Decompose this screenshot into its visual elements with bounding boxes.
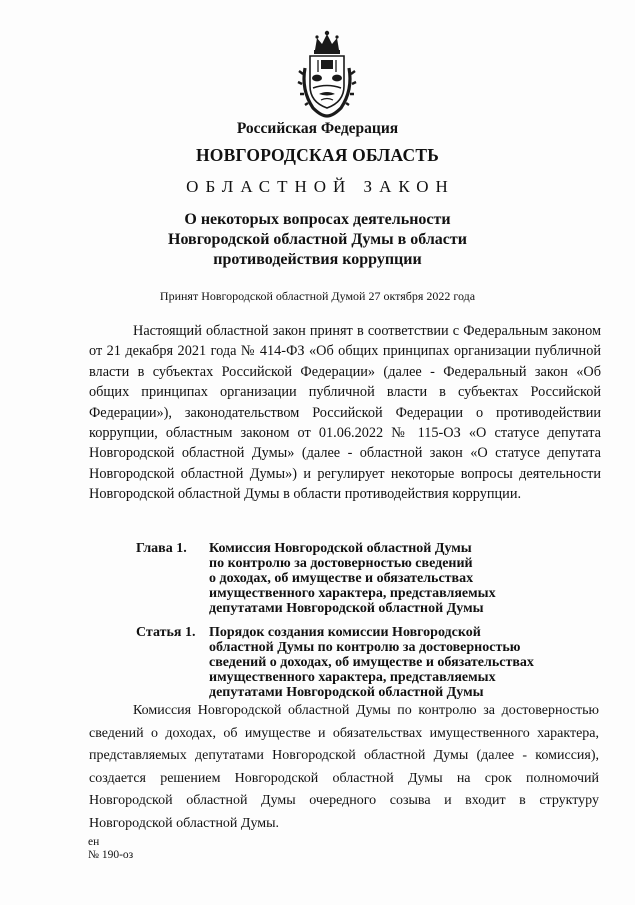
chapter-title [209,541,579,616]
region-name: НОВГОРОДСКАЯ ОБЛАСТЬ [196,145,439,165]
article-title-line: Порядок создания комиссии Новгородской [209,625,481,640]
law-title [0,210,635,270]
article-title-line: имущественного характера, представляемых [209,670,496,685]
chapter-title-line: Комиссия Новгородской областной Думы [209,541,472,556]
chapter-title-line: имущественного характера, представляемых [209,586,496,601]
country-name: Российская Федерация [236,120,399,137]
law-title-line: Новгородской областной Думы в области [168,231,467,248]
chapter-title-line: по контролю за достоверностью сведений [209,556,473,571]
intro-paragraph: Настоящий областной закон принят в соответствии с Федеральным законом от 21 декабря 2021 года № 414-ФЗ «Об общих принципах организации публичной власти в субъектах Российской Федерации» (далее - Федеральный закон «Об общих принципах организации публичной власти в субъектах Российской Федерации»), законодательством Российской Федерации о противодействии коррупции, областным законом от 01.06.2022 № 115-ОЗ «О статусе депутата Новгородской областной Думы» (далее - областной закон «О статусе депутата Новгородской областной Думы») и регулирует некоторые вопросы деятельности Новгородской областной Думы в области противодействия коррупции. [89,323,601,503]
article-title-line: депутатами Новгородской областной Думы [209,685,484,700]
author-initials: ен [88,836,100,848]
law-title-line: О некоторых вопросах деятельности [184,211,451,228]
law-type: ОБЛАСТНОЙ ЗАКОН [186,177,455,196]
article-label: Статья 1. [136,625,196,640]
coat-of-arms-icon [297,28,357,120]
law-title-line: противодействия коррупции [213,251,422,268]
chapter-title-line: о доходах, об имуществе и обязательствах [209,571,474,586]
chapter-label: Глава 1. [136,541,187,556]
chapter-heading [136,541,576,617]
document-footer [88,836,133,862]
article-paragraph: Комиссия Новгородской областной Думы по контролю за достоверностью сведений о доходах, об имуществе и обязательствах имущественного характера, представляемых депутатами Новгородской областной Думы (далее - комиссия), создается решением Новгородской областной Думы на срок полномочий Новгородской областной Думы очередного созыва и входит в структуру Новгородской областной Думы. [89,703,599,831]
article-title [209,625,579,700]
chapter-title-line: депутатами Новгородской областной Думы [209,601,484,616]
article-title-line: областной Думы по контролю за достоверностью [209,640,521,655]
article-heading [136,625,576,701]
article-title-line: сведений о доходах, об имуществе и обязательствах [209,655,534,670]
adoption-note: Принят Новгородской областной Думой 27 октября 2022 года [159,289,476,303]
document-number: № 190-оз [88,849,134,861]
